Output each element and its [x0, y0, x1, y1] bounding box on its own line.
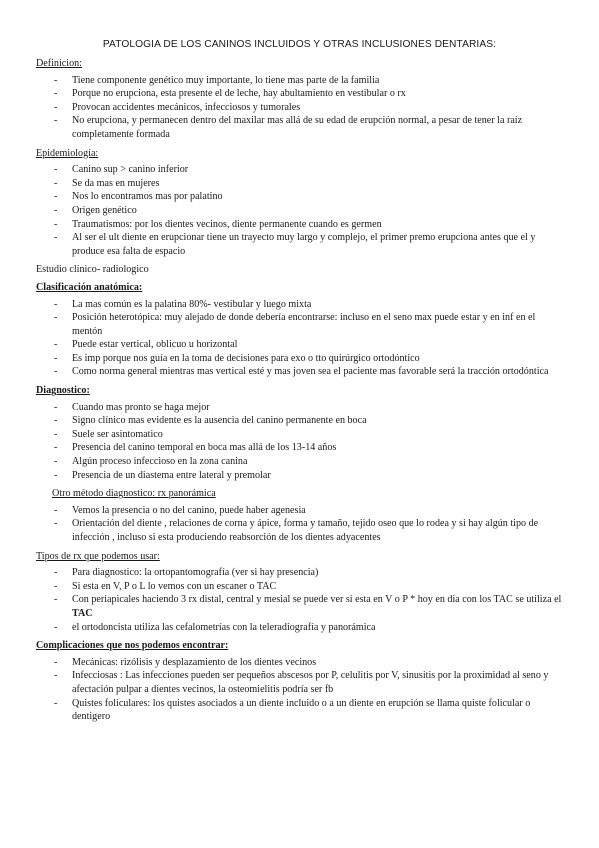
list-item: - Orientación del diente , relaciones de corna y ápice, forma y tamaño, tejido oseo que lo rodea y si hay algún tipo de infección , incluso si esta produciendo reabsorción de los dientes adyacentes	[36, 517, 563, 544]
list-item: - Es imp porque nos guía en la toma de decisiones para exo o tto quirúrgico ortodóntico	[36, 352, 563, 366]
section-heading-clasificacion: Clasificación anatómica:	[36, 281, 143, 293]
list-item: - Suele ser asintomatico	[36, 428, 563, 442]
list-item: - Al ser el ult diente en erupcionar tiene un trayecto muy largo y complejo, el primer premo erupciona antes que el y produce esa falta de espacio	[36, 231, 563, 258]
list-item: - Origen genético	[36, 204, 563, 218]
section-heading-definicion: Definicion:	[36, 58, 82, 69]
section-epidemiologia	[36, 147, 563, 259]
list-item: - Para diagnostico: la ortopantomografía (ver si hay presencia)	[36, 566, 563, 580]
section-heading-tipos-rx: Tipos de rx que podemos usar:	[36, 550, 160, 562]
list-item-text: Con periapicales haciendo 3 rx distal, central y mesial se puede ver si esta en V o P * hoy en dia con los TAC se utiliza el	[72, 594, 562, 606]
list-item: - Infecciosas : Las infecciones pueden ser pequeños abscesos por P, celulitis por V, sinusitis por la proximidad al seno y afectación pulpar a dientes vecinos, la osteomielitis podría ser fb	[36, 669, 563, 696]
list-item: - Signo clínico mas evidente es la ausencia del canino permanente en boca	[36, 414, 563, 428]
list-item: - Algún proceso infeccioso en la zona canina	[36, 455, 563, 469]
list-item: - Cuando mas pronto se haga mejor	[36, 401, 563, 415]
list-item: - Quistes foliculares: los quistes asociados a un diente incluido o a un diente en erupción se llama quiste folicular o dentigero	[36, 697, 563, 724]
list-item: - Traumatismos: por los dientes vecinos, diente permanente cuando es germen	[36, 218, 563, 232]
otro-metodo-list	[36, 504, 563, 545]
list-item: - Presencia del canino temporal en boca mas allá de los 13-14 años	[36, 441, 563, 455]
epidemiologia-list	[36, 163, 563, 258]
section-complicaciones	[36, 639, 563, 724]
section-heading-epidemiologia: Epidemiología:	[36, 147, 99, 159]
section-tipos-rx	[36, 550, 563, 635]
list-item: - Canino sup > canino inferior	[36, 163, 563, 177]
document-title: PATOLOGIA DE LOS CANINOS INCLUIDOS Y OTRAS INCLUSIONES DENTARIAS:	[102, 39, 497, 50]
list-item: - Como norma general mientras mas vertical esté y mas joven sea el paciente mas favorable será la tracción ortodóntica	[36, 365, 563, 379]
tipos-rx-list	[36, 566, 563, 634]
section-heading-diagnostico: Diagnostico:	[36, 385, 90, 397]
definicion-list	[36, 74, 563, 142]
list-item-bold-text: TAC	[72, 607, 93, 619]
list-item: - No erupciona, y permanecen dentro del maxilar mas allá de su edad de erupción normal, a pesar de tener la raíz completamente formada	[36, 114, 563, 141]
subheading-otro-metodo: Otro método diagnostico: rx panorámica	[52, 488, 216, 500]
list-item: - Nos lo encontramos mas por palatino	[36, 190, 563, 204]
section-diagnostico	[36, 384, 563, 545]
list-item: - Vemos la presencia o no del canino, puede haber agenesia	[36, 504, 563, 518]
list-item: - Provocan accidentes mecánicos, infecciosos y tumorales	[36, 101, 563, 115]
list-item	[36, 593, 563, 620]
list-item: - Tiene componente genético muy importante, lo tiene mas parte de la familia	[36, 74, 563, 88]
list-item: - Se da mas en mujeres	[36, 177, 563, 191]
estudio-line: Estudio clínico- radiologico	[36, 264, 149, 276]
list-item: - Mecánicas: rizólisis y desplazamiento de los dientes vecinos	[36, 656, 563, 670]
complicaciones-list	[36, 656, 563, 724]
section-clasificacion	[36, 281, 563, 379]
clasificacion-list	[36, 298, 563, 380]
list-item: - el ortodoncista utiliza las cefalometrías con la teleradiografía y panorámica	[36, 621, 563, 635]
section-heading-complicaciones: Complicaciones que nos podemos encontrar:	[36, 640, 229, 652]
list-item: - Posición heterotópica: muy alejado de donde debería encontrarse: incluso en el seno max puede estar y en inf en el mentón	[36, 311, 563, 338]
list-item: - Puede estar vertical, oblicuo u horizontal	[36, 338, 563, 352]
list-item: - Presencia de un diastema entre lateral y premolar	[36, 469, 563, 483]
section-definicion	[36, 57, 563, 142]
list-item: - La mas común es la palatina 80%- vestibular y luego mixta	[36, 298, 563, 312]
list-item: - Porque no erupciona, esta presente el de leche, hay abultamiento en vestibular o rx	[36, 87, 563, 101]
list-item: - Si esta en V, P o L lo vemos con un escaner o TAC	[36, 580, 563, 594]
diagnostico-list	[36, 401, 563, 483]
